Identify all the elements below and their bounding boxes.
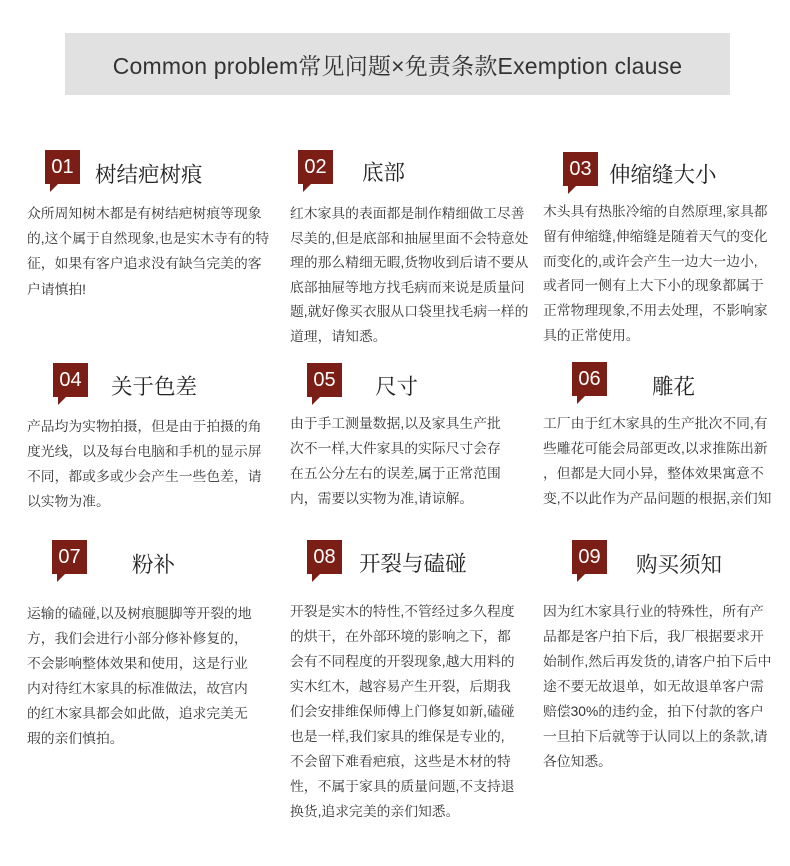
card-text-line: 内，需要以实物为准,请谅解。: [290, 491, 474, 506]
card-text-line: 而变化的,或许会产生一边大一边小,: [543, 253, 758, 269]
card-text-line: 题,就好像买衣服从口袋里找毛病一样的: [290, 304, 529, 319]
card-text-line: 以实物为准。: [27, 494, 110, 509]
card-text-line: 始制作,然后再发货的,请客户拍下后中: [543, 654, 772, 669]
number-badge: 06: [572, 362, 607, 396]
card-text-line: 不同，都或多或少会产生一些色差，请: [27, 469, 262, 484]
card-text-line: 尽美的,但是底部和抽屉里面不会特意处: [290, 230, 529, 246]
card-text-line: 征，如果有客户追求没有缺刍完美的客: [27, 256, 262, 272]
card-text-line: 瑕的亲们慎拍。: [27, 731, 124, 746]
card-text-line: 会有不同程度的开裂现象,越大用料的: [290, 654, 515, 669]
card-text-line: 们会安排维保师傅上门修复如新,磕碰: [290, 704, 515, 719]
card-text: [27, 601, 252, 751]
card-title: 树结疤树痕: [95, 163, 203, 187]
card-text-line: 不会影响整体效果和使用，这是行业: [27, 656, 248, 671]
card-text-line: 的烘干，在外部环境的影响之下，都: [290, 629, 511, 644]
card-text: [290, 202, 528, 349]
card-text-line: 品都是客户拍下后，我厂根据要求开: [543, 629, 764, 644]
card-text-line: 的红木家具都会如此做，追求完美无: [27, 706, 248, 721]
card-text-line: 些雕花可能会局部更改,以求推陈出新: [543, 441, 768, 456]
card-text: [543, 200, 789, 349]
number-badge: 04: [53, 363, 88, 397]
card-title: 开裂与磕碰: [359, 552, 467, 576]
card-text: [290, 411, 501, 511]
number-badge: 03: [563, 152, 598, 186]
number-badge: 01: [45, 150, 80, 184]
card-text-line: 赔偿30%的违约金，拍下付款的客户: [543, 704, 764, 719]
card-text-line: 底部抽屉等地方找毛病而来说是质量问: [290, 279, 525, 295]
card-title: 雕花: [652, 375, 696, 399]
card-text-line: 度光线，以及每台电脑和手机的显示屏: [27, 444, 262, 459]
card-text-line: 道理，请知悉。: [290, 328, 387, 344]
card-text: [27, 414, 262, 514]
card-text-line: 或者同一侧有上大下小的现象都属于: [543, 278, 764, 294]
number-badge: 02: [298, 150, 333, 184]
header-title: Common problem常见问题×免责条款Exemption clause: [112, 52, 683, 79]
number-badge: 08: [307, 540, 342, 574]
card-text-line: 户请慎拍!: [27, 281, 87, 297]
card-text-line: 内对待红木家具的标准做法，故宫内: [27, 681, 248, 696]
card-text-line: 工厂由于红木家具的生产批次不同,有: [543, 416, 768, 431]
card-text: [290, 599, 515, 824]
card-text-line: 在五公分左右的误差,属于正常范围: [290, 466, 501, 481]
number-badge: 07: [52, 540, 87, 574]
card-title: 尺寸: [375, 375, 419, 399]
card-text-line: 一旦拍下后就等于认同以上的条款,请: [543, 729, 768, 744]
card-text-line: 众所周知树木都是有树结疤树痕等现象: [27, 206, 262, 221]
card-text-line: 产品均为实物拍摄，但是由于拍摄的角: [27, 419, 262, 434]
card-title: 底部: [362, 161, 406, 185]
card-text-line: 由于手工测量数据,以及家具生产批: [290, 416, 501, 431]
card-text-line: 木头具有热胀冷缩的自然原理,家具都: [543, 204, 768, 219]
card-text-line: 途不要无故退单，如无故退单客户需: [543, 679, 764, 694]
card-text: [27, 201, 269, 302]
card-title: 伸缩缝大小: [609, 163, 717, 187]
card-text-line: 也是一样,我们家具的维保是专业的,: [290, 729, 505, 744]
card-text-line: 各位知悉。: [543, 754, 612, 769]
card-text-line: 具的正常使用。: [543, 327, 640, 343]
number-badge: 05: [307, 363, 342, 397]
card-title: 关于色差: [111, 375, 198, 399]
card-text-line: 方，我们会进行小部分修补修复的，: [27, 631, 248, 646]
card-text-line: 因为红木家具行业的特殊性，所有产: [543, 604, 764, 619]
card-text-line: 的,这个属于自然现象,也是实木寺有的特: [27, 231, 270, 247]
card-title: 购买须知: [636, 553, 723, 577]
number-badge: 09: [572, 540, 607, 574]
card-text-line: 红木家具的表面都是制作精细做工尽善: [290, 206, 525, 221]
card-text-line: 不会留下难看疤痕，这些是木材的特: [290, 754, 511, 769]
card-text-line: 运输的磕碰,以及树痕腿脚等开裂的地: [27, 606, 252, 621]
header-banner: [65, 33, 730, 95]
card-text-line: 正常物理现象,不用去处理，不影响家: [543, 303, 768, 319]
card-text-line: 性，不属于家具的质量问题,不支持退: [290, 779, 515, 794]
card-title: 粉补: [132, 553, 176, 577]
card-text-line: 实木红木，越容易产生开裂，后期我: [290, 679, 511, 694]
card-text-line: ，但都是大同小异，整体效果寓意不: [543, 466, 764, 481]
card-text-line: 次不一样,大件家具的实际尺寸会存: [290, 441, 501, 456]
card-text: [543, 411, 789, 511]
card-text-line: 换货,追求完美的亲们知悉。: [290, 804, 460, 819]
card-text-line: 变,不以此作为产品问题的根据,亲们知: [543, 491, 772, 506]
card-text-line: 开裂是实木的特性,不管经过多久程度: [290, 604, 515, 619]
card-text-line: 留有伸缩缝,伸缩缝是随着天气的变化: [543, 228, 768, 244]
card-text: [543, 599, 789, 774]
card-text-line: 理的那么精细无暇,货物收到后请不要从: [290, 255, 529, 270]
